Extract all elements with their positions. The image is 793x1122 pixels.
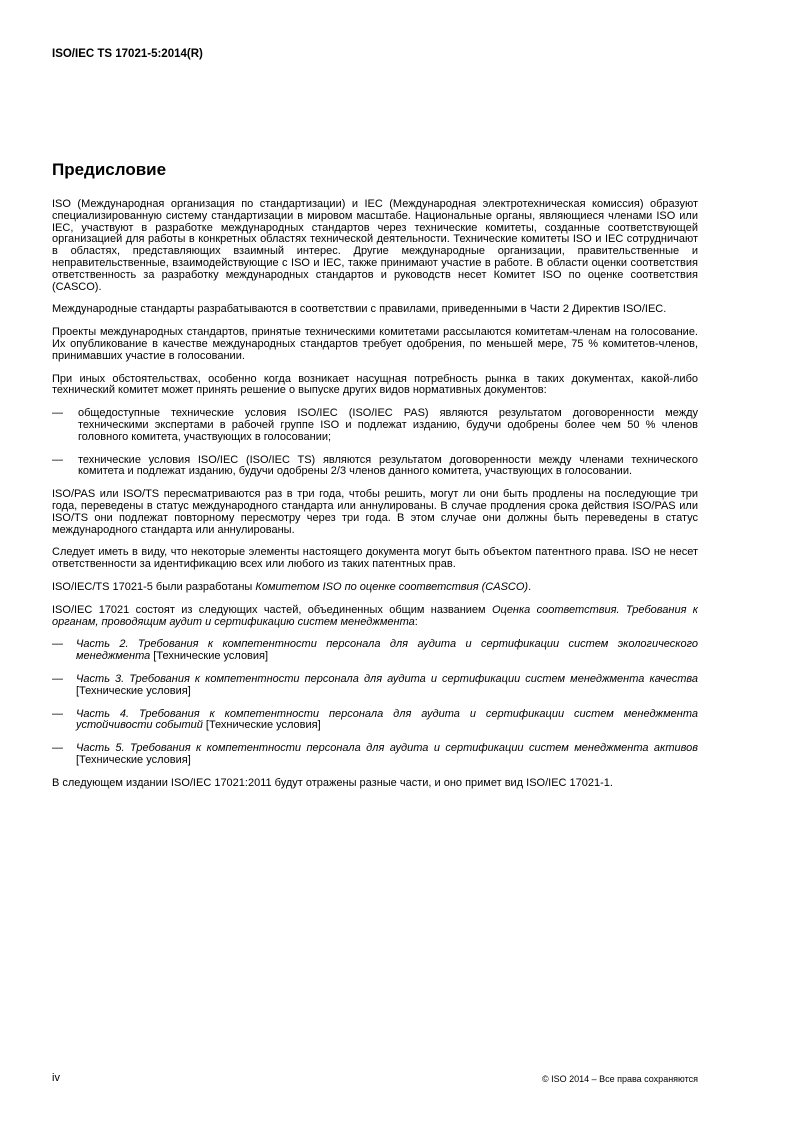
closing-paragraph: В следующем издании ISO/IEC 17021:2011 будут отражены разные части, и оно примет вид ISO/IEC 17021-1.	[52, 776, 613, 789]
series-title: Оценка соответствия. Требования к органам, проводящим аудит и сертификацию систем менеджмента	[52, 603, 698, 628]
prepared-by-paragraph	[52, 582, 698, 594]
parts-intro-suffix: :	[414, 615, 418, 628]
paragraph: ISO (Международная организация по стандартизации) и IEC (Международная электротехническая комиссия) образуют специализированную систему стандартизации в мировом масштабе. Национальные органы, являющиеся членами ISO или IEC, участвуют в разработке международных стандартов через технические комитеты, созданные соответствующей организацией для работы в конкретных областях технической деятельности. Технические комитеты ISO и IEC сотрудничают в областях, представляющих взаимный интерес. Другие международные организации, правительственные и неправительственные, взаимодействующие с ISO и IEC, также принимают участие в работе. В области оценки соответствия ответственность за разработку международных стандартов и руководств несет Комитет ISO по оценке соответствия (CASCO).	[52, 198, 698, 293]
part-title: Часть 2. Требования к компетентности персонала для аудита и сертификации систем экологического менеджмента	[76, 638, 698, 663]
paragraph: При иных обстоятельствах, особенно когда возникает насущная потребность рынка в таких документах, какой-либо технический комитет может принять решение о выпуске других видов нормативных документов:	[52, 372, 698, 397]
part-list-item	[52, 674, 698, 698]
copyright-notice: © ISO 2014 – Все права сохраняются	[541, 1074, 698, 1084]
committee-name: Комитетом ISO по оценке соответствия (CASCO)	[255, 580, 529, 593]
document-id: ISO/IEC TS 17021-5:2014(R)	[52, 48, 203, 60]
part-list-item	[52, 709, 698, 733]
dash-marker: —	[52, 742, 63, 755]
dash-marker: —	[52, 407, 63, 420]
paragraph: Международные стандарты разрабатываются в соответствии с правилами, приведенными в Части 2 Директив ISO/IEC.	[52, 303, 667, 316]
prepared-by-prefix: ISO/IEC/TS 17021-5 были разработаны	[52, 580, 256, 593]
dash-list-text: технические условия ISO/IEC (ISO/IEC TS) являются результатом договоренности между членами технического комитета и подлежат изданию, будучи одобрены 2/3 членов данного комитета, участвующих в голосовании.	[78, 453, 698, 478]
dash-marker: —	[52, 672, 63, 685]
prepared-by-suffix: .	[528, 580, 532, 593]
page-number: iv	[52, 1072, 60, 1084]
part-note: [Технические условия]	[150, 650, 269, 663]
foreword-body	[52, 199, 698, 800]
paragraph: Следует иметь в виду, что некоторые элементы настоящего документа могут быть объектом патентного права. ISO не несет ответственности за идентификацию всех или любого из таких патентных прав.	[52, 546, 698, 571]
dash-list-item	[52, 455, 698, 479]
part-note: [Технические условия]	[76, 753, 191, 766]
dash-list-item	[52, 408, 698, 443]
paragraph: Проекты международных стандартов, принятые техническими комитетами рассылаются комитетам-членам на голосование. Их опубликование в качестве международных стандартов требует одобрения, по меньшей мере, 75 % комитетов-членов, принимавших участие в голосовании.	[52, 326, 698, 362]
part-note: [Технические условия]	[76, 684, 191, 697]
part-note: [Технические условия]	[202, 719, 321, 732]
part-title: Часть 3. Требования к компетентности персонала для аудита и сертификации систем менеджмента качества	[76, 672, 698, 685]
part-title: Часть 5. Требования к компетентности персонала для аудита и сертификации систем менеджмента активов	[76, 742, 698, 755]
parts-intro-paragraph	[52, 605, 698, 629]
parts-intro-prefix: ISO/IEC 17021 состоят из следующих частей, объединенных общим названием	[52, 603, 492, 616]
dash-marker: —	[52, 638, 63, 651]
dash-marker: —	[52, 707, 63, 720]
section-title: Предисловие	[52, 160, 167, 179]
part-list-item	[52, 743, 698, 767]
part-title: Часть 4. Требования к компетентности персонала для аудита и сертификации систем менеджмента устойчивости событий	[76, 707, 698, 732]
dash-marker: —	[52, 453, 63, 466]
paragraph: ISO/PAS или ISO/TS пересматриваются раз в три года, чтобы решить, могут ли они быть продлены на последующие три года, переведены в статус международного стандарта или аннулированы. В случае продления срока действия ISO/PAS или ISO/TS они подлежат повторному пересмотру через три года. В этом случае они должны быть переведены в статус международного стандарта или аннулированы.	[52, 488, 698, 536]
part-list-item	[52, 639, 698, 663]
dash-list-text: общедоступные технические условия ISO/IEC (ISO/IEC PAS) являются результатом договоренности между техническими экспертами в рабочей группе ISO и подлежат изданию, будучи одобрены более чем 50 % членов головного комитета, участвующих в голосовании;	[78, 407, 698, 443]
